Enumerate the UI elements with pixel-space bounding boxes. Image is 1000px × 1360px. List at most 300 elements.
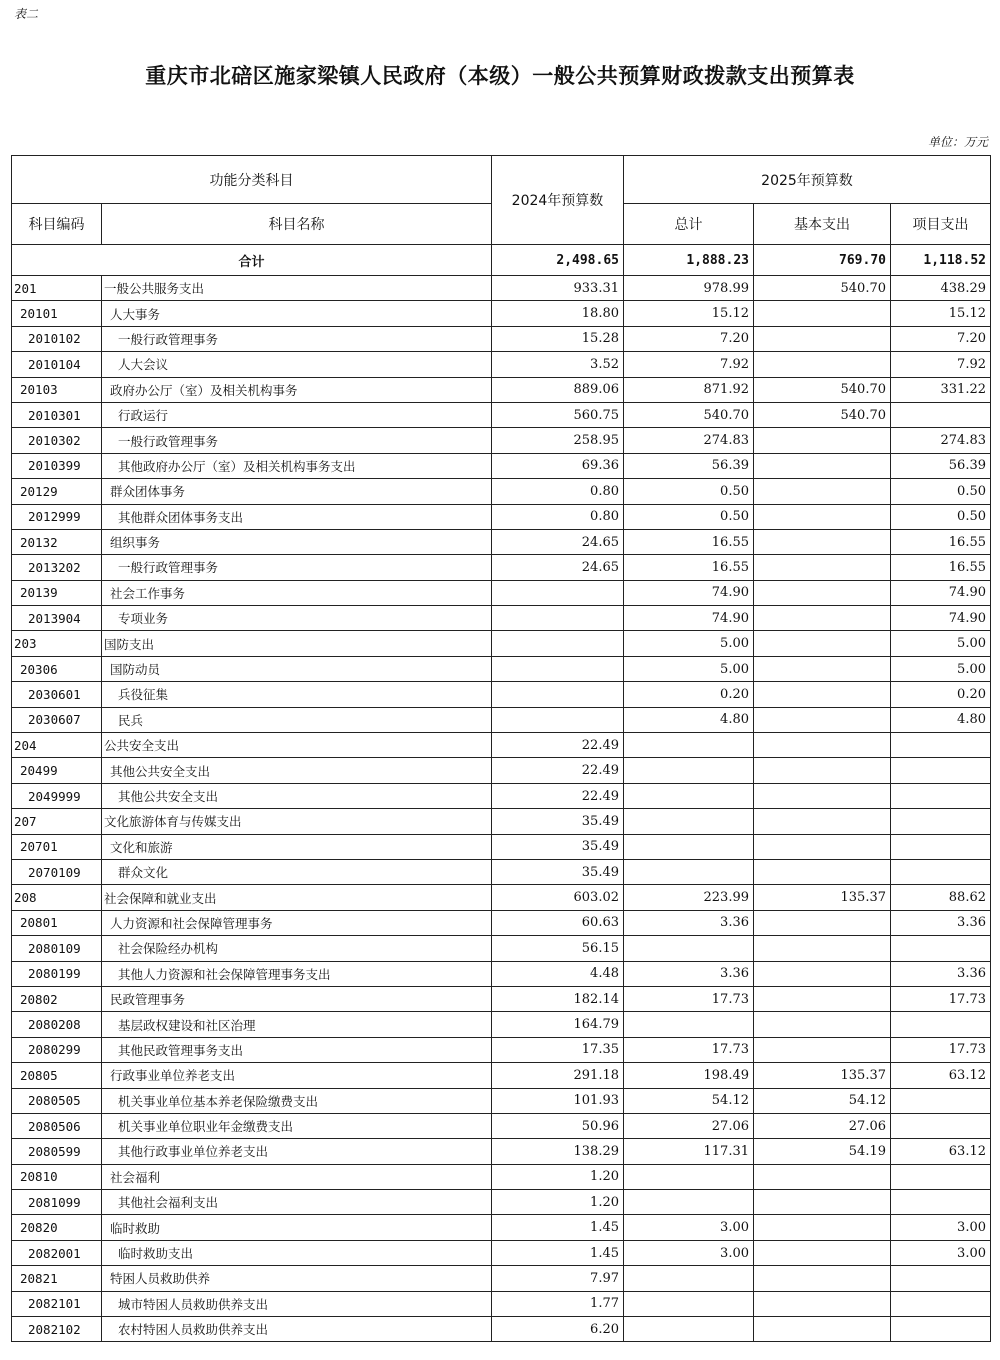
row-total-2025	[624, 809, 754, 834]
row-basic-2025	[754, 1317, 891, 1342]
row-basic-2025	[754, 834, 891, 859]
row-name: 民政管理事务	[102, 986, 492, 1011]
table-row	[12, 834, 991, 859]
row-code: 2081099	[12, 1190, 102, 1215]
table-row	[12, 402, 991, 427]
row-budget-2024: 35.49	[492, 834, 624, 859]
row-budget-2024: 35.49	[492, 809, 624, 834]
total-project: 1,118.52	[891, 245, 991, 276]
row-name: 其他公共安全支出	[102, 758, 492, 783]
row-code: 2080208	[12, 1012, 102, 1037]
row-budget-2024: 24.65	[492, 555, 624, 580]
row-name: 组织事务	[102, 529, 492, 554]
row-name: 文化旅游体育与传媒支出	[102, 809, 492, 834]
row-code: 20306	[12, 656, 102, 681]
row-project-2025: 16.55	[891, 529, 991, 554]
row-total-2025: 978.99	[624, 276, 754, 301]
row-budget-2024: 56.15	[492, 936, 624, 961]
row-budget-2024	[492, 656, 624, 681]
table-row	[12, 733, 991, 758]
row-project-2025: 0.50	[891, 504, 991, 529]
row-name: 一般行政管理事务	[102, 428, 492, 453]
row-name: 其他行政事业单位养老支出	[102, 1139, 492, 1164]
row-basic-2025	[754, 301, 891, 326]
row-total-2025: 74.90	[624, 606, 754, 631]
table-row	[12, 809, 991, 834]
row-basic-2025	[754, 1266, 891, 1291]
row-basic-2025	[754, 910, 891, 935]
table-row	[12, 631, 991, 656]
row-budget-2024: 22.49	[492, 758, 624, 783]
row-project-2025	[891, 859, 991, 884]
row-code: 20802	[12, 986, 102, 1011]
row-name: 特困人员救助供养	[102, 1266, 492, 1291]
row-name: 城市特困人员救助供养支出	[102, 1291, 492, 1316]
row-code: 20820	[12, 1215, 102, 1240]
row-code: 2049999	[12, 783, 102, 808]
row-budget-2024: 0.80	[492, 504, 624, 529]
table-row	[12, 885, 991, 910]
row-basic-2025	[754, 986, 891, 1011]
row-project-2025	[891, 758, 991, 783]
row-project-2025: 16.55	[891, 555, 991, 580]
row-code: 208	[12, 885, 102, 910]
row-project-2025: 5.00	[891, 656, 991, 681]
row-basic-2025	[754, 580, 891, 605]
row-project-2025: 74.90	[891, 580, 991, 605]
row-budget-2024: 24.65	[492, 529, 624, 554]
table-body	[12, 276, 991, 1342]
table-row	[12, 479, 991, 504]
row-code: 2030607	[12, 707, 102, 732]
row-code: 2010301	[12, 402, 102, 427]
total-label: 合计	[12, 245, 492, 276]
row-total-2025: 3.00	[624, 1215, 754, 1240]
row-basic-2025	[754, 555, 891, 580]
row-project-2025: 15.12	[891, 301, 991, 326]
table-row	[12, 682, 991, 707]
row-total-2025: 5.00	[624, 631, 754, 656]
row-budget-2024: 22.49	[492, 783, 624, 808]
row-name: 农村特困人员救助供养支出	[102, 1317, 492, 1342]
table-row	[12, 961, 991, 986]
row-code: 2030601	[12, 682, 102, 707]
row-project-2025: 331.22	[891, 377, 991, 402]
page-title: 重庆市北碚区施家梁镇人民政府（本级）一般公共预算财政拨款支出预算表	[145, 63, 855, 88]
row-budget-2024: 69.36	[492, 453, 624, 478]
table-row	[12, 758, 991, 783]
table-row	[12, 428, 991, 453]
row-project-2025: 74.90	[891, 606, 991, 631]
row-code: 20139	[12, 580, 102, 605]
row-total-2025: 3.36	[624, 961, 754, 986]
row-code: 2082102	[12, 1317, 102, 1342]
row-total-2025: 56.39	[624, 453, 754, 478]
row-basic-2025	[754, 758, 891, 783]
table-row	[12, 1012, 991, 1037]
row-project-2025: 88.62	[891, 885, 991, 910]
table-row	[12, 986, 991, 1011]
row-name: 一般行政管理事务	[102, 555, 492, 580]
row-budget-2024	[492, 707, 624, 732]
row-basic-2025	[754, 504, 891, 529]
row-basic-2025	[754, 1291, 891, 1316]
table-row	[12, 555, 991, 580]
total-b2024: 2,498.65	[492, 245, 624, 276]
row-name: 其他政府办公厅（室）及相关机构事务支出	[102, 453, 492, 478]
row-budget-2024: 182.14	[492, 986, 624, 1011]
header-name: 科目名称	[102, 204, 492, 245]
row-basic-2025	[754, 1240, 891, 1265]
row-name: 国防动员	[102, 656, 492, 681]
total-basic: 769.70	[754, 245, 891, 276]
row-total-2025	[624, 1291, 754, 1316]
row-name: 行政事业单位养老支出	[102, 1063, 492, 1088]
row-budget-2024: 138.29	[492, 1139, 624, 1164]
table-row	[12, 910, 991, 935]
row-name: 人大会议	[102, 352, 492, 377]
row-total-2025: 540.70	[624, 402, 754, 427]
row-total-2025: 5.00	[624, 656, 754, 681]
row-project-2025: 0.20	[891, 682, 991, 707]
row-project-2025: 17.73	[891, 986, 991, 1011]
row-basic-2025	[754, 961, 891, 986]
row-name: 一般公共服务支出	[102, 276, 492, 301]
row-total-2025: 0.20	[624, 682, 754, 707]
row-project-2025: 5.00	[891, 631, 991, 656]
row-budget-2024	[492, 631, 624, 656]
row-total-2025: 274.83	[624, 428, 754, 453]
row-name: 兵役征集	[102, 682, 492, 707]
row-total-2025: 16.55	[624, 529, 754, 554]
row-basic-2025: 540.70	[754, 276, 891, 301]
row-code: 2082101	[12, 1291, 102, 1316]
row-code: 2080109	[12, 936, 102, 961]
row-code: 20129	[12, 479, 102, 504]
row-total-2025: 871.92	[624, 377, 754, 402]
row-name: 其他群众团体事务支出	[102, 504, 492, 529]
unit-label: 单位：万元	[927, 135, 988, 149]
row-project-2025: 3.36	[891, 910, 991, 935]
row-basic-2025	[754, 859, 891, 884]
header-total: 总计	[624, 204, 754, 245]
row-total-2025: 3.36	[624, 910, 754, 935]
row-code: 20801	[12, 910, 102, 935]
table-row	[12, 1317, 991, 1342]
row-code: 20101	[12, 301, 102, 326]
row-total-2025: 0.50	[624, 504, 754, 529]
row-project-2025: 17.73	[891, 1037, 991, 1062]
row-total-2025	[624, 1012, 754, 1037]
row-total-2025: 16.55	[624, 555, 754, 580]
row-code: 201	[12, 276, 102, 301]
row-basic-2025	[754, 1215, 891, 1240]
row-budget-2024: 17.35	[492, 1037, 624, 1062]
row-basic-2025	[754, 529, 891, 554]
row-total-2025: 4.80	[624, 707, 754, 732]
row-basic-2025	[754, 1190, 891, 1215]
row-name: 其他公共安全支出	[102, 783, 492, 808]
row-project-2025: 7.20	[891, 326, 991, 351]
row-basic-2025	[754, 733, 891, 758]
row-code: 207	[12, 809, 102, 834]
row-project-2025	[891, 1088, 991, 1113]
row-code: 2013904	[12, 606, 102, 631]
row-total-2025	[624, 859, 754, 884]
row-code: 2080299	[12, 1037, 102, 1062]
row-project-2025	[891, 783, 991, 808]
row-basic-2025	[754, 809, 891, 834]
row-budget-2024: 1.45	[492, 1240, 624, 1265]
row-name: 群众文化	[102, 859, 492, 884]
row-code: 20810	[12, 1164, 102, 1189]
row-name: 国防支出	[102, 631, 492, 656]
row-project-2025: 3.36	[891, 961, 991, 986]
row-basic-2025	[754, 783, 891, 808]
row-budget-2024: 0.80	[492, 479, 624, 504]
row-basic-2025	[754, 326, 891, 351]
row-code: 2012999	[12, 504, 102, 529]
row-basic-2025	[754, 428, 891, 453]
row-budget-2024: 35.49	[492, 859, 624, 884]
row-budget-2024: 1.45	[492, 1215, 624, 1240]
row-budget-2024: 933.31	[492, 276, 624, 301]
table-row	[12, 377, 991, 402]
row-name: 公共安全支出	[102, 733, 492, 758]
row-code: 20821	[12, 1266, 102, 1291]
row-name: 其他社会福利支出	[102, 1190, 492, 1215]
row-code: 2082001	[12, 1240, 102, 1265]
row-name: 文化和旅游	[102, 834, 492, 859]
row-basic-2025	[754, 606, 891, 631]
row-name: 其他人力资源和社会保障管理事务支出	[102, 961, 492, 986]
row-code: 204	[12, 733, 102, 758]
table-row	[12, 1063, 991, 1088]
row-name: 基层政权建设和社区治理	[102, 1012, 492, 1037]
row-budget-2024: 291.18	[492, 1063, 624, 1088]
row-basic-2025: 540.70	[754, 377, 891, 402]
row-budget-2024	[492, 606, 624, 631]
row-budget-2024: 889.06	[492, 377, 624, 402]
row-code: 2080505	[12, 1088, 102, 1113]
row-total-2025: 223.99	[624, 885, 754, 910]
table-row	[12, 1037, 991, 1062]
header-basic: 基本支出	[754, 204, 891, 245]
row-budget-2024: 258.95	[492, 428, 624, 453]
row-total-2025	[624, 1190, 754, 1215]
row-budget-2024: 164.79	[492, 1012, 624, 1037]
row-code: 203	[12, 631, 102, 656]
table-row	[12, 1291, 991, 1316]
header-budget-2024: 2024年预算数	[492, 156, 624, 245]
total-row	[12, 245, 991, 276]
row-name: 人大事务	[102, 301, 492, 326]
row-name: 一般行政管理事务	[102, 326, 492, 351]
row-budget-2024: 1.77	[492, 1291, 624, 1316]
table-row	[12, 326, 991, 351]
row-name: 社会保障和就业支出	[102, 885, 492, 910]
table-row	[12, 1113, 991, 1138]
table-row	[12, 580, 991, 605]
row-basic-2025	[754, 479, 891, 504]
row-basic-2025	[754, 936, 891, 961]
row-name: 专项业务	[102, 606, 492, 631]
row-total-2025: 7.20	[624, 326, 754, 351]
row-project-2025: 0.50	[891, 479, 991, 504]
table-row	[12, 1240, 991, 1265]
row-project-2025	[891, 1190, 991, 1215]
row-project-2025: 56.39	[891, 453, 991, 478]
row-name: 临时救助	[102, 1215, 492, 1240]
table-row	[12, 1266, 991, 1291]
row-total-2025: 3.00	[624, 1240, 754, 1265]
row-project-2025	[891, 1317, 991, 1342]
budget-table	[11, 155, 991, 1342]
row-budget-2024: 3.52	[492, 352, 624, 377]
row-budget-2024: 6.20	[492, 1317, 624, 1342]
row-code: 20103	[12, 377, 102, 402]
row-total-2025: 74.90	[624, 580, 754, 605]
row-code: 20701	[12, 834, 102, 859]
row-total-2025: 0.50	[624, 479, 754, 504]
table-row	[12, 783, 991, 808]
row-project-2025	[891, 1164, 991, 1189]
row-budget-2024	[492, 682, 624, 707]
row-basic-2025: 54.19	[754, 1139, 891, 1164]
row-total-2025	[624, 834, 754, 859]
row-name: 民兵	[102, 707, 492, 732]
row-project-2025: 4.80	[891, 707, 991, 732]
row-code: 2010102	[12, 326, 102, 351]
row-total-2025	[624, 758, 754, 783]
row-total-2025: 27.06	[624, 1113, 754, 1138]
header-budget-2025: 2025年预算数	[624, 156, 991, 204]
row-name: 社会福利	[102, 1164, 492, 1189]
table-row	[12, 1088, 991, 1113]
row-budget-2024: 7.97	[492, 1266, 624, 1291]
table-row	[12, 504, 991, 529]
row-project-2025	[891, 402, 991, 427]
row-budget-2024: 22.49	[492, 733, 624, 758]
row-project-2025: 274.83	[891, 428, 991, 453]
row-budget-2024: 1.20	[492, 1164, 624, 1189]
table-row	[12, 859, 991, 884]
table-row	[12, 1215, 991, 1240]
table-row	[12, 1139, 991, 1164]
row-code: 2080599	[12, 1139, 102, 1164]
row-budget-2024: 18.80	[492, 301, 624, 326]
row-basic-2025	[754, 707, 891, 732]
row-code: 20499	[12, 758, 102, 783]
table-row	[12, 352, 991, 377]
row-code: 20132	[12, 529, 102, 554]
row-budget-2024: 4.48	[492, 961, 624, 986]
table-row	[12, 1190, 991, 1215]
row-total-2025: 198.49	[624, 1063, 754, 1088]
row-name: 临时救助支出	[102, 1240, 492, 1265]
row-project-2025	[891, 834, 991, 859]
row-total-2025: 15.12	[624, 301, 754, 326]
row-basic-2025: 540.70	[754, 402, 891, 427]
row-total-2025: 54.12	[624, 1088, 754, 1113]
row-name: 人力资源和社会保障管理事务	[102, 910, 492, 935]
header-code: 科目编码	[12, 204, 102, 245]
row-name: 群众团体事务	[102, 479, 492, 504]
row-project-2025: 438.29	[891, 276, 991, 301]
row-total-2025: 17.73	[624, 986, 754, 1011]
row-project-2025	[891, 1291, 991, 1316]
row-project-2025	[891, 936, 991, 961]
row-code: 2010302	[12, 428, 102, 453]
row-code: 2070109	[12, 859, 102, 884]
row-basic-2025: 27.06	[754, 1113, 891, 1138]
table-row	[12, 1164, 991, 1189]
row-total-2025	[624, 1317, 754, 1342]
row-basic-2025	[754, 1012, 891, 1037]
total-total: 1,888.23	[624, 245, 754, 276]
row-name: 机关事业单位基本养老保险缴费支出	[102, 1088, 492, 1113]
row-basic-2025	[754, 1037, 891, 1062]
row-name: 社会保险经办机构	[102, 936, 492, 961]
row-name: 其他民政管理事务支出	[102, 1037, 492, 1062]
table-row	[12, 453, 991, 478]
table-row	[12, 606, 991, 631]
row-budget-2024: 60.63	[492, 910, 624, 935]
row-project-2025: 3.00	[891, 1240, 991, 1265]
row-name: 社会工作事务	[102, 580, 492, 605]
row-budget-2024: 560.75	[492, 402, 624, 427]
row-budget-2024: 101.93	[492, 1088, 624, 1113]
row-code: 2013202	[12, 555, 102, 580]
row-project-2025: 63.12	[891, 1139, 991, 1164]
row-total-2025	[624, 1164, 754, 1189]
row-name: 机关事业单位职业年金缴费支出	[102, 1113, 492, 1138]
row-code: 2080199	[12, 961, 102, 986]
row-project-2025	[891, 1266, 991, 1291]
row-basic-2025	[754, 1164, 891, 1189]
row-basic-2025	[754, 453, 891, 478]
row-budget-2024	[492, 580, 624, 605]
row-project-2025: 7.92	[891, 352, 991, 377]
row-name: 政府办公厅（室）及相关机构事务	[102, 377, 492, 402]
table-row	[12, 936, 991, 961]
row-total-2025	[624, 1266, 754, 1291]
row-basic-2025: 135.37	[754, 885, 891, 910]
table-row	[12, 301, 991, 326]
row-budget-2024: 15.28	[492, 326, 624, 351]
row-code: 2010399	[12, 453, 102, 478]
header-project: 项目支出	[891, 204, 991, 245]
row-code: 2010104	[12, 352, 102, 377]
row-budget-2024: 50.96	[492, 1113, 624, 1138]
row-total-2025	[624, 783, 754, 808]
row-project-2025: 63.12	[891, 1063, 991, 1088]
row-budget-2024: 1.20	[492, 1190, 624, 1215]
row-total-2025	[624, 733, 754, 758]
row-total-2025: 17.73	[624, 1037, 754, 1062]
row-basic-2025: 54.12	[754, 1088, 891, 1113]
row-project-2025	[891, 1012, 991, 1037]
row-basic-2025	[754, 631, 891, 656]
table-row	[12, 656, 991, 681]
row-name: 行政运行	[102, 402, 492, 427]
header-func-class: 功能分类科目	[12, 156, 492, 204]
row-code: 20805	[12, 1063, 102, 1088]
table-row	[12, 529, 991, 554]
row-basic-2025	[754, 682, 891, 707]
row-code: 2080506	[12, 1113, 102, 1138]
row-total-2025: 117.31	[624, 1139, 754, 1164]
